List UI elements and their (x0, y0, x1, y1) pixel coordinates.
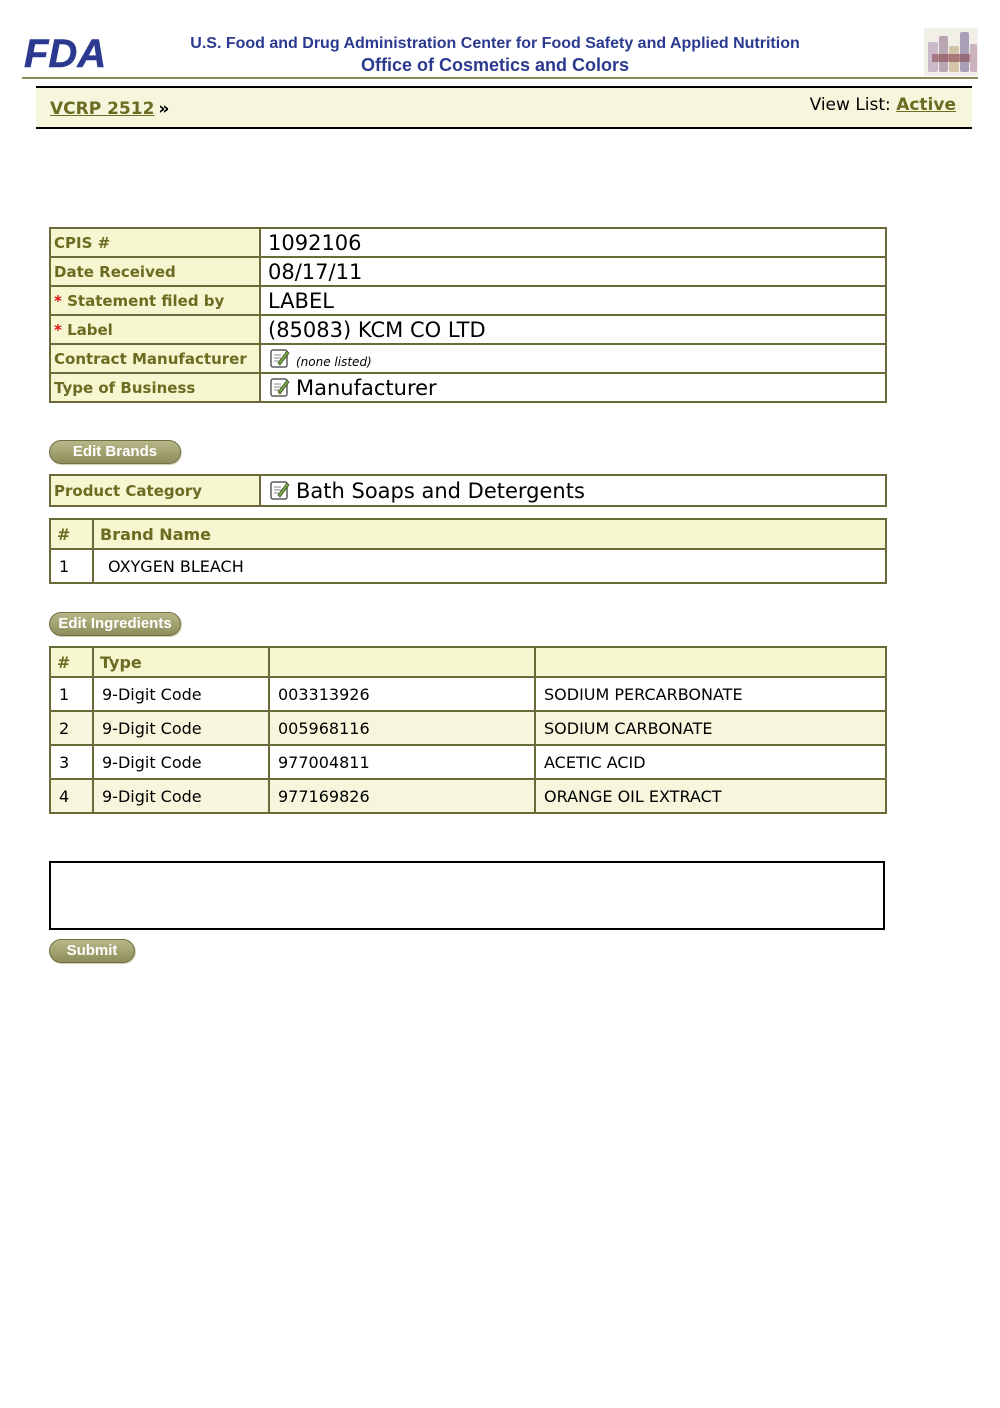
category-row (50, 475, 886, 506)
breadcrumb-separator: » (158, 99, 170, 119)
submit-button[interactable]: Submit (49, 939, 135, 963)
ingredients-col-name (535, 647, 886, 677)
ingredient-name: ORANGE OIL EXTRACT (535, 779, 886, 813)
view-list-active-link[interactable]: Active (896, 95, 956, 115)
info-row-contract (50, 344, 886, 373)
registration-info-table (49, 227, 887, 403)
page-header (0, 0, 1000, 80)
cpis-label: CPIS # (50, 228, 260, 257)
type-of-business-value (260, 373, 886, 402)
required-marker: * (54, 291, 62, 310)
agency-title-line1: U.S. Food and Drug Administration Center for Food Safety and Applied Nutrition (190, 35, 800, 52)
contract-manufacturer-none: (none listed) (296, 354, 372, 369)
ingredients-table (49, 646, 887, 814)
ingredient-name: SODIUM CARBONATE (535, 711, 886, 745)
agency-title (150, 34, 840, 76)
statement-filed-value: LABEL (260, 286, 886, 315)
info-row-statement (50, 286, 886, 315)
label-value: (85083) KCM CO LTD (260, 315, 886, 344)
brands-header-row (50, 519, 886, 549)
agency-title-line2: Office of Cosmetics and Colors (360, 55, 630, 75)
breadcrumb-link-vcrp[interactable]: VCRP 2512 (50, 99, 155, 119)
statement-filed-label (50, 286, 260, 315)
date-received-label: Date Received (50, 257, 260, 286)
brands-col-num: # (50, 519, 93, 549)
fda-logo (22, 32, 116, 72)
ingredient-num: 3 (50, 745, 93, 779)
table-row (50, 745, 886, 779)
ingredient-name: ACETIC ACID (535, 745, 886, 779)
statement-filed-label-text: Statement filed by (67, 291, 225, 310)
ingredient-num: 1 (50, 677, 93, 711)
fda-logo-text: FDA (24, 32, 107, 72)
brand-name: OXYGEN BLEACH (93, 549, 886, 583)
ingredient-code: 005968116 (269, 711, 535, 745)
nav-bar (36, 86, 972, 129)
ingredients-header-row (50, 647, 886, 677)
ingredient-type: 9-Digit Code (93, 779, 269, 813)
ingredients-col-code (269, 647, 535, 677)
table-row (50, 549, 886, 583)
brands-table (49, 518, 887, 584)
info-row-business (50, 373, 886, 402)
view-list (810, 95, 956, 115)
edit-icon[interactable] (268, 479, 290, 501)
ingredients-col-type: Type (93, 647, 269, 677)
table-row (50, 711, 886, 745)
info-row-label (50, 315, 886, 344)
contract-manufacturer-value (260, 344, 886, 373)
label-label (50, 315, 260, 344)
ingredient-num: 4 (50, 779, 93, 813)
info-row-cpis (50, 228, 886, 257)
info-row-date (50, 257, 886, 286)
required-marker: * (54, 320, 62, 339)
comment-textarea[interactable] (49, 861, 885, 930)
view-list-label: View List: (809, 95, 891, 115)
type-of-business-label: Type of Business (50, 373, 260, 402)
type-of-business-text: Manufacturer (296, 375, 437, 400)
label-label-text: Label (67, 320, 113, 339)
cpis-value: 1092106 (260, 228, 886, 257)
product-category-value (260, 475, 886, 506)
table-row (50, 779, 886, 813)
brands-col-name: Brand Name (93, 519, 886, 549)
ingredient-code: 977169826 (269, 779, 535, 813)
header-divider (22, 77, 978, 79)
breadcrumb (50, 99, 169, 119)
date-received-value: 08/17/11 (260, 257, 886, 286)
cosmetics-photo-icon (924, 28, 978, 76)
ingredient-name: SODIUM PERCARBONATE (535, 677, 886, 711)
product-category-table (49, 474, 887, 507)
ingredients-col-num: # (50, 647, 93, 677)
table-row (50, 677, 886, 711)
edit-icon[interactable] (268, 376, 290, 398)
edit-ingredients-button[interactable]: Edit Ingredients (49, 612, 181, 636)
product-category-text: Bath Soaps and Detergents (296, 478, 585, 503)
ingredient-code: 003313926 (269, 677, 535, 711)
brand-num: 1 (50, 549, 93, 583)
ingredient-code: 977004811 (269, 745, 535, 779)
ingredient-num: 2 (50, 711, 93, 745)
ingredient-type: 9-Digit Code (93, 677, 269, 711)
ingredient-type: 9-Digit Code (93, 711, 269, 745)
product-category-label: Product Category (50, 475, 260, 506)
contract-manufacturer-label: Contract Manufacturer (50, 344, 260, 373)
edit-brands-button[interactable]: Edit Brands (49, 440, 181, 464)
edit-icon[interactable] (268, 347, 290, 369)
ingredient-type: 9-Digit Code (93, 745, 269, 779)
